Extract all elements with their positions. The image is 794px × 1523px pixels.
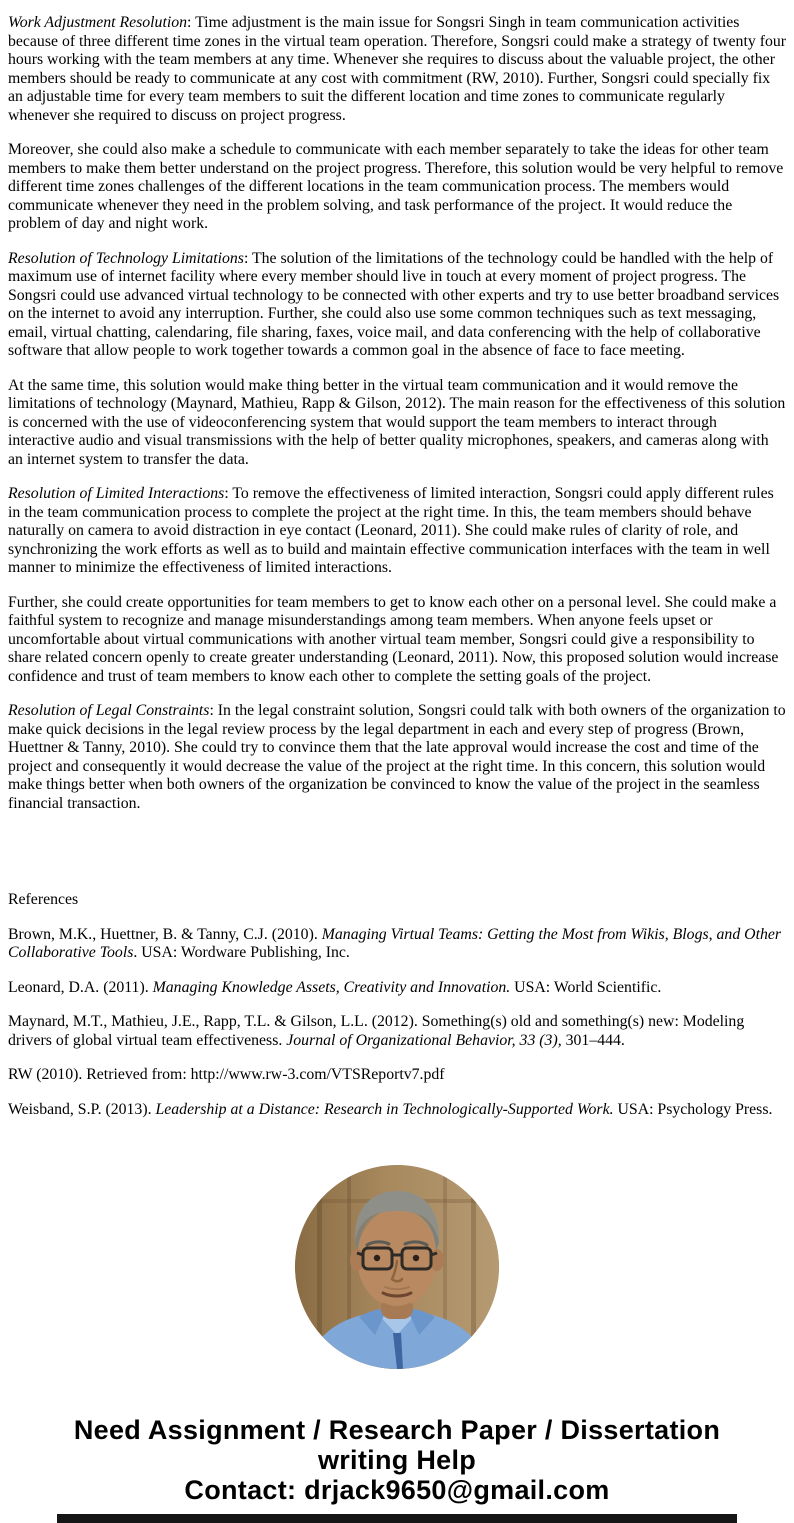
paragraph-text: At the same time, this solution would make thing better in the virtual team communication and it would remove the limitations of technology (Maynard, Mathieu, Rapp & Gilson, 2012). The main reason for the effectiveness of this solution is concerned with the use of videoconferencing system that would support the team members to interact through interactive audio and visual transmissions with the help of better quality microphones, speakers, and cameras along with an internet system to transfer the data.: [8, 376, 786, 468]
paragraph-lead: Resolution of Technology Limitations: [8, 249, 244, 267]
body-paragraph: [8, 250, 786, 361]
reference-item: [8, 926, 786, 963]
body-paragraph: [8, 141, 786, 234]
reference-publisher: 301–444.: [561, 1031, 625, 1049]
paragraph-text: : Time adjustment is the main issue for Songsri Singh in team communication activities because of three different time zones in the virtual team operation. Therefore, Songsri could make a strategy of twenty four hours working with the team members at any time. Whenever she requires to discuss about the valuable project, the other members should be ready to communicate at any cost with commitment (RW, 2010). Further, Songsri could specially fix an adjustable time for every team members to suit the different location and time zones to communicate regularly whenever she required to discuss on project progress.: [8, 14, 787, 124]
body-paragraph: [8, 702, 786, 813]
body-paragraph: [8, 377, 786, 470]
references-heading: References: [8, 891, 79, 908]
reference-item: [8, 1013, 786, 1050]
body-paragraph: [8, 485, 786, 578]
reference-publisher: USA: World Scientific.: [510, 978, 662, 996]
reference-publisher: USA: Psychology Press.: [613, 1100, 773, 1118]
paragraph-text: : To remove the effectiveness of limited interaction, Songsri could apply different rules in the team communication process to complete the project at the right time. In this, the team members should behave naturally on camera to avoid distraction in eye contact (Leonard, 2011). She could make rules of clarity of role, and synchronizing the work efforts as well as to build and maintain effective communication interfaces with the team in well manner to minimize the effectiveness of limited interactions.: [8, 485, 774, 576]
reference-title: Journal of Organizational Behavior, 33 (3),: [286, 1031, 562, 1049]
reference-publisher: . USA: Wordware Publishing, Inc.: [133, 944, 350, 961]
promo-banner: [25, 1415, 769, 1505]
reference-authors: Weisband, S.P. (2013).: [8, 1100, 156, 1118]
paragraph-lead: Work Adjustment Resolution: [8, 14, 188, 31]
bottom-black-bar: [57, 1514, 737, 1523]
promo-contact-email: Contact: drjack9650@gmail.com: [184, 1475, 610, 1505]
reference-title: Managing Knowledge Assets, Creativity and Innovation.: [152, 978, 511, 996]
person-portrait-image: [295, 1165, 499, 1369]
reference-authors: Leonard, D.A. (2011).: [8, 978, 153, 996]
paragraph-text: : In the legal constraint solution, Songsri could talk with both owners of the organization to make quick decisions in the legal review process by the legal department in each and every step of progress (Brown, Huettner & Tanny, 2010). She could try to convince them that the late approval would increase the cost and time of the project and consequently it would decrease the value of the project at the right time. In this concern, this solution would make things better when both owners of the organization be convinced to know the value of the project in the seamless financial transaction.: [8, 702, 786, 812]
paragraph-lead: Resolution of Legal Constraints: [8, 702, 210, 719]
reference-authors: Brown, M.K., Huettner, B. & Tanny, C.J. (2010).: [8, 925, 322, 943]
promo-help-text: Need Assignment / Research Paper / Dissertation writing Help: [73, 1415, 721, 1475]
profile-photo: [295, 1165, 499, 1369]
reference-title: Managing Virtual Teams: Getting the Most from Wikis, Blogs, and Other Collaborative Tools: [8, 925, 782, 961]
reference-item: [8, 1101, 786, 1120]
paragraph-text: : The solution of the limitations of the technology could be handled with the help of maximum use of internet facility where every member should live in touch at every moment of project progress. The Songsri could use advanced virtual technology to be connected with other experts and try to use better broadband services on the internet to avoid any interruption. Further, she could also use some common techniques such as text messaging, email, virtual chatting, calendaring, file sharing, faxes, voice mail, and data conferencing with the help of collaborative software that allow people to work together towards a common goal in the absence of face to face meeting.: [8, 249, 780, 359]
reference-item: [8, 979, 786, 998]
body-paragraph: [8, 594, 786, 687]
reference-authors: Maynard, M.T., Mathieu, J.E., Rapp, T.L. & Gilson, L.L. (2012). Something(s) old and something(s) new: Modeling drivers of global virtual team effectiveness.: [8, 1013, 745, 1049]
paragraph-lead: Resolution of Limited Interactions: [8, 485, 225, 502]
body-paragraph: [8, 14, 786, 125]
paragraph-text: Moreover, she could also make a schedule to communicate with each member separately to take the ideas for other team members to make them better understand on the project progress. Therefore, this solution would be very helpful to remove different time zones challenges of the different locations in the team communication process. The members would communicate whenever they need in the problem solving, and task performance of the project. It would reduce the problem of day and night work.: [8, 141, 784, 232]
paragraph-text: Further, she could create opportunities for team members to get to know each other on a personal level. She could make a faithful system to recognize and manage misunderstandings among team members. When anyone feels upset or uncomfortable about virtual communications with another virtual team member, Songsri could give a responsibility to share related concern openly to create greater understanding (Leonard, 2011). Now, this proposed solution would increase confidence and trust of team members to know each other to complete the setting goals of the project.: [8, 593, 779, 685]
reference-title: Leadership at a Distance: Research in Technologically-Supported Work.: [155, 1100, 614, 1118]
reference-authors: RW (2010). Retrieved from: http://www.rw-3.com/VTSReportv7.pdf: [8, 1066, 445, 1083]
reference-item: [8, 1066, 786, 1085]
